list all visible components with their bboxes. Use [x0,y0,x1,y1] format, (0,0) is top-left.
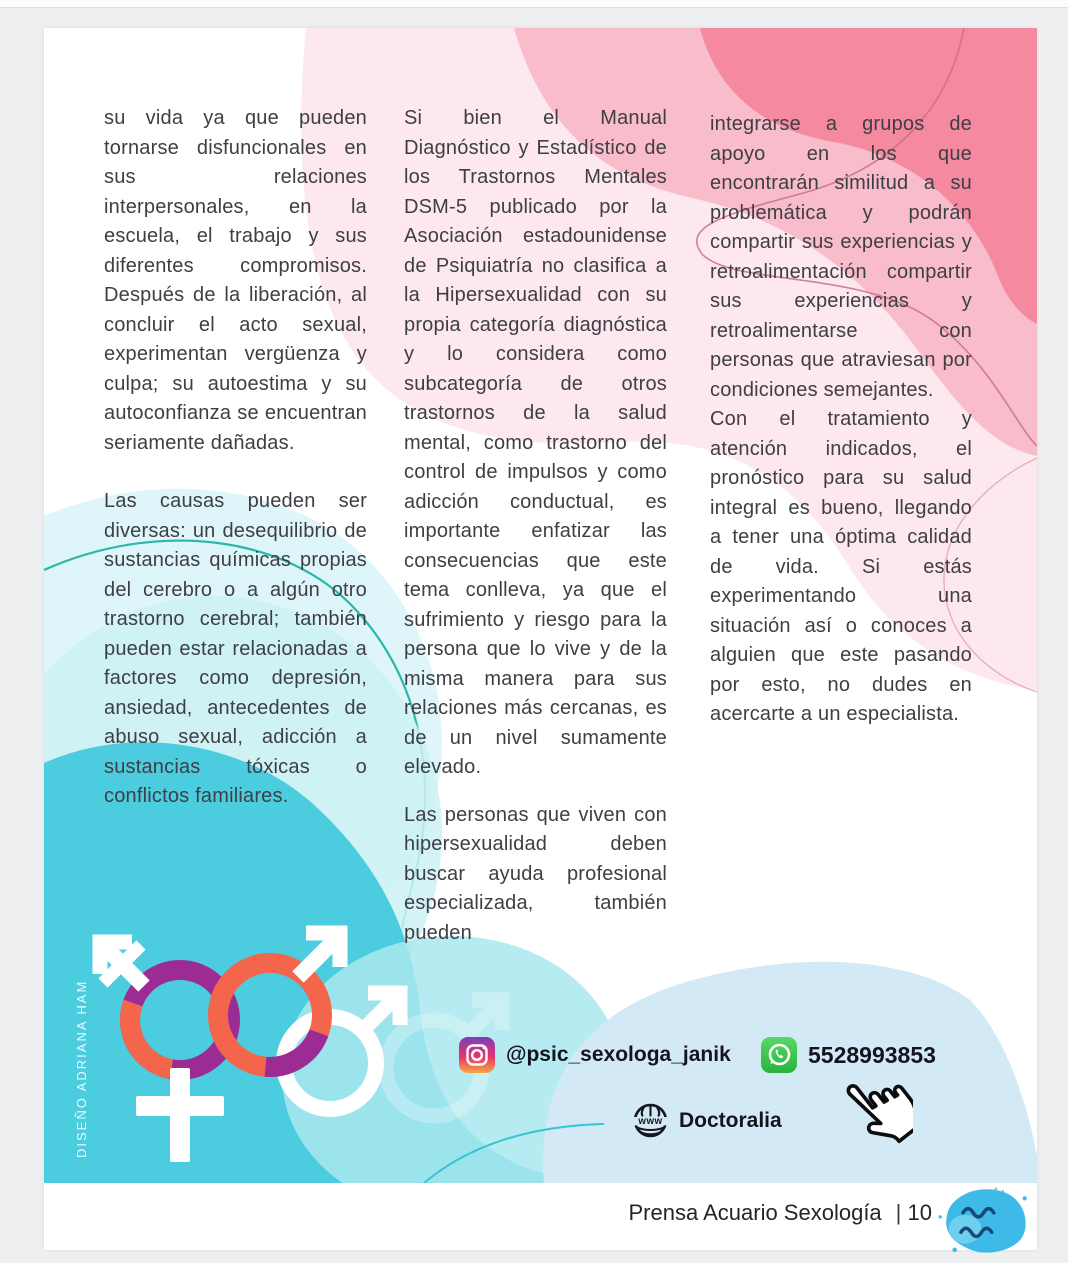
svg-text:www: www [638,1115,663,1127]
whatsapp-contact[interactable] [760,1036,936,1074]
instagram-icon [458,1036,496,1074]
article-column-2 [404,104,667,948]
magazine-page [44,28,1037,1250]
aquarius-wave-logo [934,1186,1032,1256]
article-column-1 [104,104,367,812]
website-label[interactable]: Doctoralia [679,1108,782,1132]
viewer-top-strip [0,0,1068,8]
website-contact[interactable] [632,1102,782,1139]
publication-name: Prensa Acuario Sexología [628,1200,882,1225]
design-credit: DISEÑO ADRIANA HAM [74,979,89,1158]
paragraph: Las personas que viven con hipersexualidad deben buscar ayuda profesional especializada, también pueden [404,803,667,944]
paragraph: su vida ya que pueden tornarse disfuncionales en sus relaciones interpersonales, en la escuela, el trabajo y sus diferentes compromisos. Después de la liberación, al concluir el acto sexual, experimentan vergüenza y culpa; su autoestima y su autoconfianza se encuentran seriamente dañadas. [104,107,367,454]
hand-cursor-icon [837,1074,913,1150]
instagram-contact[interactable] [458,1036,731,1074]
article-column-3 [710,110,972,730]
footer-publication-line [584,1200,932,1226]
paragraph: Si bien el Manual Diagnóstico y Estadístico de los Trastornos Mentales DSM-5 publicado por la Asociación estadounidense de Psiquiatría no clasifica a la Hipersexualidad con su propia categoría diagnóstica y lo considera como subcategoría de otros trastornos de la salud mental, como trastorno del control de impulsos y como adicción conductual, es importante enfatizar las consecuencias que este tema conlleva, ya que el sufrimiento y riesgo para la persona que lo vive y de la misma manera para sus relaciones más cercanas, es de un nivel sumamente elevado. [404,107,667,778]
paragraph: integrarse a grupos de apoyo en los que encontrarán similitud a su problemática y podrán compartir sus experiencias y retroalimentación compartir sus experiencias y retroalimentarse con personas que atraviesan por condiciones semejantes. [710,113,972,401]
paragraph: Con el tratamiento y atención indicados, el pronóstico para su salud integral es bueno, llegando a tener una óptima calidad de vida. Si estás experimentando una situación así o conoces a alguien que este pasando por esto, no dudes en acercarte a un especialista. [710,408,972,725]
instagram-handle[interactable]: @psic_sexologa_janik [506,1043,731,1066]
page-number: 10 [907,1200,932,1225]
paragraph: Las causas pueden ser diversas: un desequilibrio de sustancias químicas propias del cerebro o a algún otro trastorno cerebral; también pueden estar relacionadas a factores como depresión, ansiedad, antecedentes de abuso sexual, adicción a sustancias tóxicas o conflictos familiares. [104,490,367,807]
footer-separator: | [895,1200,902,1225]
www-globe-icon [632,1102,669,1139]
whatsapp-icon [760,1036,798,1074]
whatsapp-number[interactable]: 5528993853 [808,1041,936,1068]
